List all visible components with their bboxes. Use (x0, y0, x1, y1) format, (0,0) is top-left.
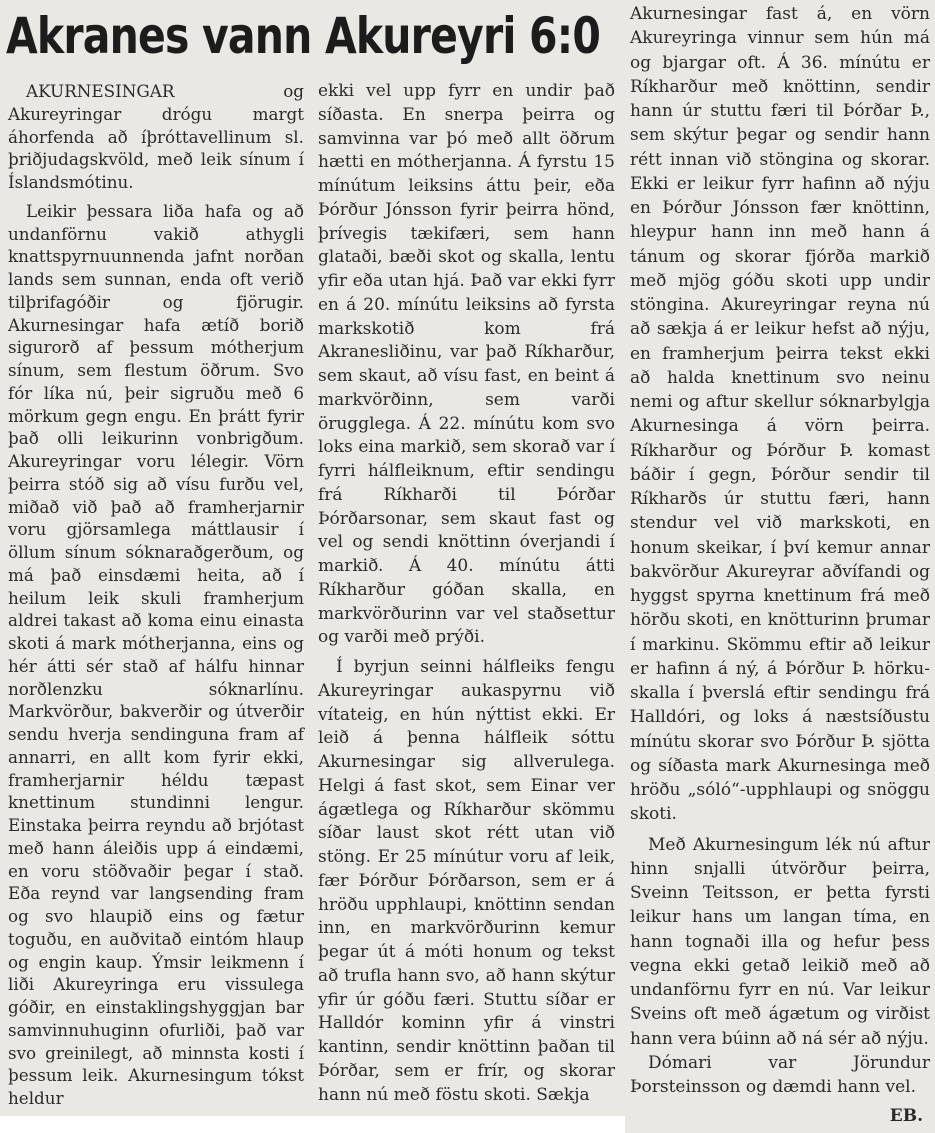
paragraph: Akurnesingar fast á, en vörn Akureyringa vinnur sem hún má og bjargar oft. Á 36. mínútu er Ríkharður með knöttinn, sendir hann úr stuttu færi til Þórðar Þ., sem skýtur þegar og sendir hann rétt innan við stöngina og skorar. Ekki er leikur fyrr hafinn að nýju en Þórður Jónsson fær knöttinn, hleypur hann inn með hann á tánum og skorar fjórða markið með mjög góðu skoti upp undir stöngina. Akureyringar reyna nú að sækja á er leikur hefst að nýju, en framherjum þeirra tekst ekki að halda knettinum svo neinu nemi og aftur skellur sóknarbylgja Akurnesinga á vörn þeirra. Ríkharður og Þórður Þ. komast báðir í gegn, Þórður sendir til Ríkharðs úr stuttu færi, hann stendur vel við markskoti, en honum skeikar, í því kemur annar bakvörður Akureyrar aðvífandi og hyggst spyrna knettinum frá með hörðu skoti, en knötturinn þrumar í markinu. Skömmu eftir að leikur er hafinn á ný, á Þórður Þ. hörku-skalla í þverslá eftir sendingu frá Halldóri, og loks á næstsíðustu mínútu skorar svo Þórður Þ. sjötta og síðasta mark Akurnesinga með hröðu „sóló“-upphlaupi og snöggu skoti. (630, 4, 930, 825)
author-signature: EB. (889, 1106, 923, 1126)
column-2 (318, 80, 615, 1107)
column-1 (8, 80, 304, 1110)
paragraph: AKURNESINGAR og Akureyringar drógu margt áhorfenda að íþróttavellinum sl. þriðjudagskvöld, með leik sínum í Íslandsmótinu. (8, 81, 304, 192)
paragraph: ekki vel upp fyrr en undir það síðasta. En snerpa þeirra og samvinna var þó með allt öðrum hætti en mótherjanna. Á fyrstu 15 mínútum leiksins áttu þeir, eða Þórður Jónsson fyrir þeirra hönd, þrívegis tækifæri, sem hann glataði, bæði skot og skalla, lentu yfir eða utan hjá. Það var ekki fyrr en á 20. mínútu leiksins að fyrsta markskotið kom frá Akranesliðinu, var það Ríkharður, sem skaut, að vísu fast, en beint á markvörðinn, sem varði örugglega. Á 22. mínútu kom svo loks eina markið, sem skorað var í fyrri hálfleiknum, eftir sendingu frá Ríkharði til Þórðar Þórðarsonar, sem skaut fast og vel og sendi knöttinn óverjandi í markið. Á 40. mínútu átti Ríkharður góðan skalla, en markvörðurinn var vel staðsettur og varði með prýði. (318, 81, 615, 648)
paragraph: Leikir þessara liða hafa og að undanförnu vakið athygli knattspyrnuunnenda jafnt norðan lands sem sunnan, enda oft verið tilþrifagóðir og fjörugir. Akurnesingar hafa ætíð borið sigurorð af þessum mótherjum sínum, sem flestum öðrum. Svo fór líka nú, þeir sigruðu með 6 mörkum gegn engu. En þrátt fyrir það olli leikurinn vonbrigðum. Akureyringar voru lélegir. Vörn þeirra stóð sig að vísu furðu vel, miðað við það að framherjarnir voru gjörsamlega máttlausir í öllum sínum sóknaraðgerðum, og má það einsdæmi heita, að í heilum leik skuli framherjum aldrei takast að koma einu einasta skoti á mark mótherjanna, eins og hér átti sér stað af hálfu hinnar norðlenzku sóknarlínu. Markvörður, bakverðir og útverðir sendu hverja sendinguna fram af annarri, en allt kom fyrir ekki, framherjarnir héldu tæpast knettinum stundinni lengur. Einstaka þeirra reyndu að brjótast með hann áleiðis upp á eindæmi, en voru stöðvaðir þegar í stað. Eða reynd var langsending fram og svo hlaupið eins og fætur toguðu, en auðvitað eintóm hlaup og engin kaup. Ýmsir leikmenn í liði Akureyringa eru vissulega góðir, en einstaklingshyggjan bar samvinnuhuginn ofurliði, það var svo greinilegt, að minnsta kosti í þessum leik. Akurnesingum tókst heldur (8, 200, 304, 1108)
headline: Akranes vann Akureyri 6:0 (6, 7, 601, 65)
column-3 (630, 2, 930, 1099)
paragraph: Með Akurnesingum lék nú aftur hinn snjalli útvörður þeirra, Sveinn Teitsson, er þetta fyrsti leikur hans um langan tíma, en hann tognaði illa og hefur þess vegna ekki getað leikið með að undanförnu fyrr en nú. Var leikur Sveins oft með ágætum og virðist hann vera búinn að ná sér að nýju. (630, 834, 930, 1049)
paragraph: Í byrjun seinni hálfleiks fengu Akureyringar aukaspyrnu við vítateig, en hún nýttist ekki. Er leið á þenna hálfleik sóttu Akurnesingar sig allverulega. Helgi á fast skot, sem Einar ver ágætlega og Ríkharður skömmu síðar laust skot rétt utan við stöng. Er 25 mínútur voru af leik, fær Þórður Þórðarson, sem er á hröðu upphlaupi, knöttinn sendan inn, en markvörðurinn kemur þegar út á móti honum og tekst að trufla hann svo, að hann skýtur yfir úr góðu færi. Stuttu síðar er Halldór kominn yfir á vinstri kantinn, sendir knöttinn þaðan til Þórðar, sem er frír, og skorar hann nú með föstu skoti. Sækja (318, 657, 615, 1105)
paragraph: Dómari var Jörundur Þorsteinsson og dæmdi hann vel. (630, 1052, 930, 1097)
